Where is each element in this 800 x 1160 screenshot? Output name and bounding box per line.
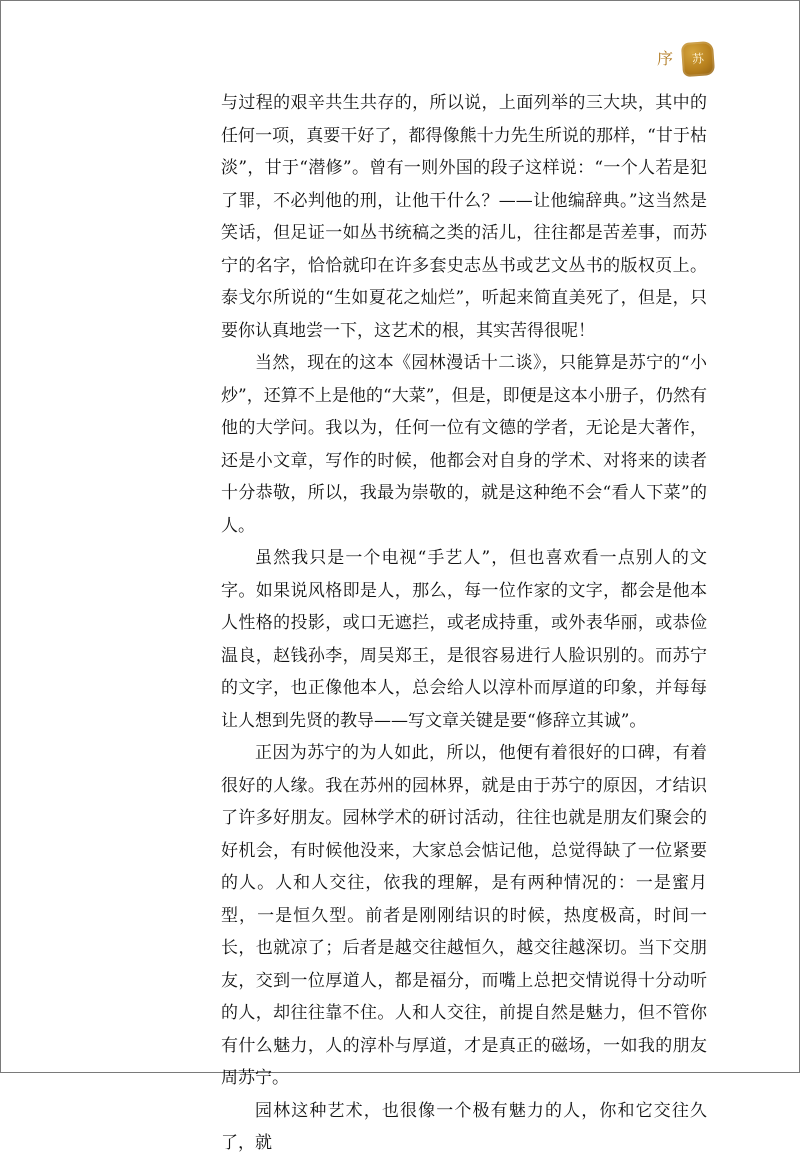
paragraph-3: 虽然我只是一个电视“手艺人”，但也喜欢看一点别人的文字。如果说风格即是人，那么，每一位作家的文字，都会是他本人性格的投影，或口无遮拦，或老成持重，或外表华丽，或恭俭温良，赵钱孙李，周吴郑王，是很容易进行人脸识别的。而苏宁的文字，也正像他本人，总会给人以淳朴而厚道的印象，并每每让人想到先贤的教导——写文章关键是要“修辞立其诚”。 [221, 548, 707, 731]
running-header [657, 42, 714, 76]
paragraph-4: 正因为苏宁的为人如此，所以，他便有着很好的口碑，有着很好的人缘。我在苏州的园林界，就是由于苏宁的原因，才结识了许多好朋友。园林学术的研讨活动，往往也就是朋友们聚会的好机会，有时候他没来，大家总会惦记他，总觉得缺了一位紧要的人。人和人交往，依我的理解，是有两种情况的：一是蜜月型，一是恒久型。前者是刚刚结识的时候，热度极高，时间一长，也就凉了；后者是越交往越恒久，越交往越深切。当下交朋友，交到一位厚道人，都是福分，而嘴上总把交情说得十分动听的人，却往往靠不住。人和人交往，前提自然是魅力，但不管你有什么魅力，人的淳朴与厚道，才是真正的磁场，一如我的朋友周苏宁。 [221, 743, 707, 1088]
paragraph-1: 与过程的艰辛共生共存的，所以说，上面列举的三大块，其中的任何一项，真要干好了，都得像熊十力先生所说的那样，“甘于枯淡”，甘于“潜修”。曾有一则外国的段子这样说：“一个人若是犯了罪，不必判他的刑，让他干什么？——让他编辞典。”这当然是笑话，但足证一如丛书统稿之类的活儿，往往都是苦差事，而苏宁的名字，恰恰就印在许多套史志丛书或艺文丛书的版权页上。泰戈尔所说的“生如夏花之灿烂”，听起来简直美死了，但是，只要你认真地尝一下，这艺术的根，其实苦得很呢！ [221, 93, 707, 341]
document-body [221, 87, 707, 1160]
paragraph-5: 园林这种艺术，也很像一个极有魅力的人，你和它交往久了，就 [221, 1100, 707, 1153]
seal-stamp-icon: 苏 [681, 41, 715, 77]
section-label: 序 [656, 49, 674, 68]
paragraph-2: 当然，现在的这本《园林漫话十二谈》，只能算是苏宁的“小炒”，还算不上是他的“大菜”，但是，即便是这本小册子，仍然有他的大学问。我以为，任何一位有文德的学者，无论是大著作，还是小文章，写作的时候，他都会对自身的学术、对将来的读者十分恭敬，所以，我最为崇敬的，就是这种绝不会“看人下菜”的人。 [221, 353, 707, 536]
